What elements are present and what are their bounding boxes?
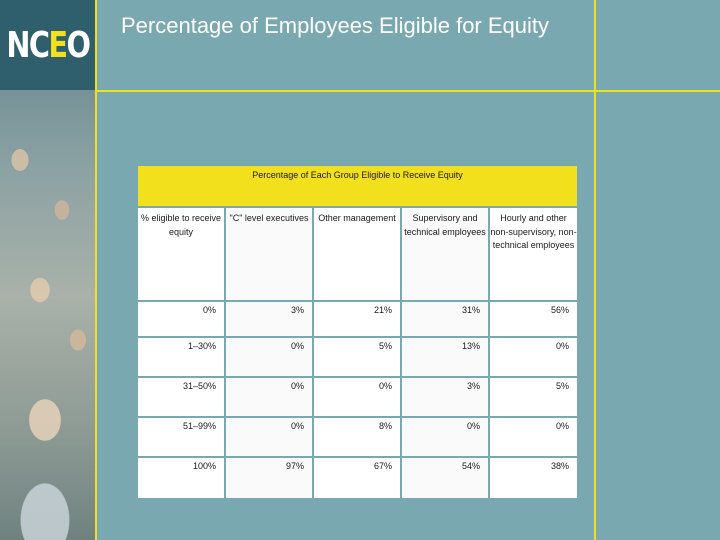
table-cell: 0%	[226, 378, 312, 416]
column-header: % eligible to receive equity	[138, 208, 224, 300]
table-cell: 0%	[490, 338, 577, 376]
table-cell: 0%	[226, 418, 312, 456]
equity-table	[138, 166, 577, 498]
table-cell: 0%	[314, 378, 400, 416]
table-row	[138, 418, 577, 456]
horizontal-divider	[97, 90, 720, 92]
table-cell: 38%	[490, 458, 577, 498]
table-cell: 5%	[314, 338, 400, 376]
table-caption-text: Percentage of Each Group Eligible to Receive Equity	[252, 170, 463, 180]
table-cell: 8%	[314, 418, 400, 456]
table-cell: 0%	[226, 338, 312, 376]
table-cell: 100%	[138, 458, 224, 498]
table-cell: 0%	[402, 418, 488, 456]
table-cell: 21%	[314, 302, 400, 336]
table-row	[138, 338, 577, 376]
table-cell: 67%	[314, 458, 400, 498]
vertical-divider-right	[594, 0, 596, 540]
table-cell: 54%	[402, 458, 488, 498]
table-cell: 31%	[402, 302, 488, 336]
table-cell: 51–99%	[138, 418, 224, 456]
nceo-logo	[0, 0, 95, 90]
table-row	[138, 378, 577, 416]
table-cell: 3%	[402, 378, 488, 416]
table-caption	[138, 166, 577, 206]
table-cell: 13%	[402, 338, 488, 376]
column-header: Supervisory and technical employees	[402, 208, 488, 300]
table-row	[138, 458, 577, 498]
vertical-divider	[95, 0, 97, 540]
table-cell: 0%	[490, 418, 577, 456]
slide-title: Percentage of Employees Eligible for Equity	[121, 13, 550, 38]
table-cell: 31–50%	[138, 378, 224, 416]
column-header: Hourly and other non-supervisory, non-technical employees	[490, 208, 577, 300]
table-cell: 0%	[138, 302, 224, 336]
table-cell: 1–30%	[138, 338, 224, 376]
column-header: Other management	[314, 208, 400, 300]
table-cell: 5%	[490, 378, 577, 416]
table-cell: 97%	[226, 458, 312, 498]
column-header: "C" level executives	[226, 208, 312, 300]
table-cell: 56%	[490, 302, 577, 336]
logo-text: NCEO	[6, 24, 90, 66]
table-cell: 3%	[226, 302, 312, 336]
table-row	[138, 302, 577, 336]
column-header-row	[138, 208, 577, 300]
audience-photo	[0, 90, 95, 540]
